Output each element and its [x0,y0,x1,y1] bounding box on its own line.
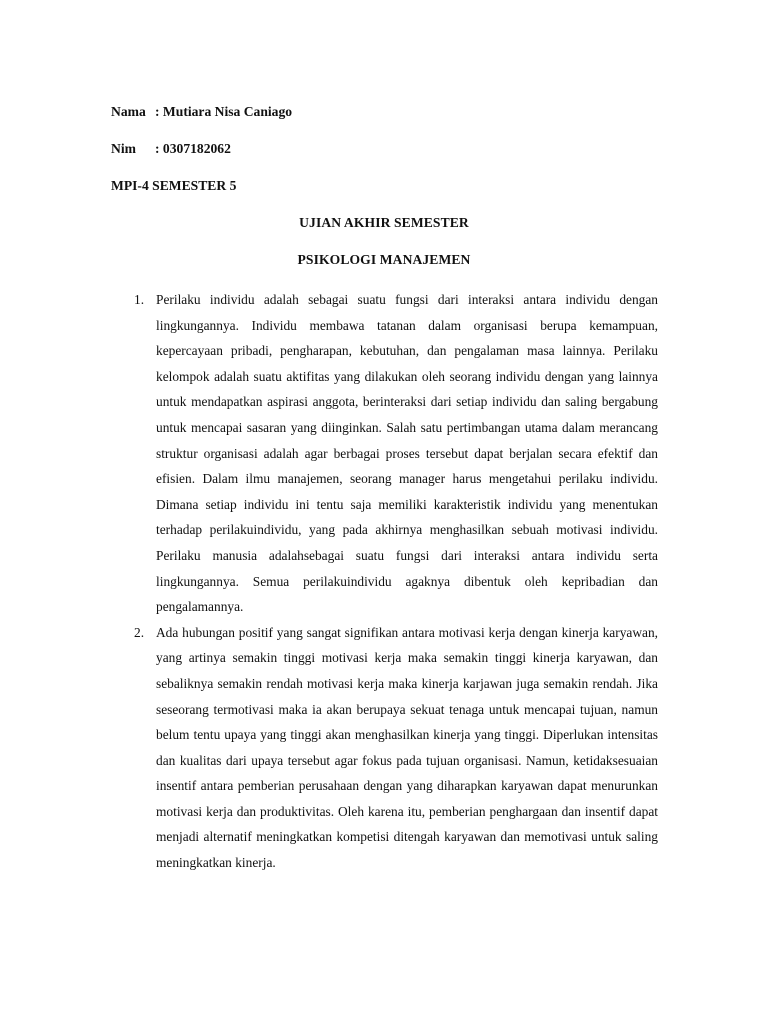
class-line: MPI-4 SEMESTER 5 [111,178,237,193]
nim-label: Nim [111,141,136,156]
item-text: Ada hubungan positif yang sangat signifikan antara motivasi kerja dengan kinerja karyawan, yang artinya semakin tinggi motivasi kerja maka semakin tinggi kinerja karyawan, dan sebaliknya semakin rendah motivasi kerja maka kinerja karjawan juga semakin rendah. Jika seseorang termotivasi maka ia akan berupaya sekuat tenaga untuk mencapai tujuan, namun belum tentu upaya yang tinggi akan menghasilkan kinerja yang tinggi. Diperlukan intensitas dan kualitas dari upaya tersebut agar fokus pada tujuan organisasi. Namun, ketidaksesuaian insentif antara pemberian perusahaan dengan yang diharapkan karyawan dapat menurunkan motivasi kerja dan produktivitas. Oleh karena itu, pemberian penghargaan dan insentif dapat menjadi alternatif meningkatkan kompetisi ditengah karyawan dan memotivasi untuk saling meningkatkan kinerja. [156,624,658,871]
name-line [111,104,292,120]
answer-list [134,287,658,876]
item-number: 1. [134,292,145,307]
item-text: Perilaku individu adalah sebagai suatu fungsi dari interaksi antara individu dengan lingkungannya. Individu membawa tatanan dalam organisasi berupa kemampuan, kepercayaan pribadi, pengharapan, kebutuhan, dan pengalaman masa lainnya. Perilaku kelompok adalah suatu aktifitas yang dilakukan oleh seorang individu dengan yang lainnya untuk mendapatkan aspirasi anggota, berinteraksi dari setiap individu dan saling bergabung untuk mencapai sasaran yang diinginkan. Salah satu pertimbangan utama dalam merancang struktur organisasi adalah agar berbagai proses tersebut dapat berjalan secara efektif dan efisien. Dalam ilmu manajemen, seorang manager harus mengetahui perilaku individu. Dimana setiap individu ini tentu saja memiliki karakteristik individu yang menentukan terhadap perilakuindividu, yang pada akhirnya menghasilkan sebuah motivasi individu. Perilaku manusia adalahsebagai suatu fungsi dari interaksi antara individu serta lingkungannya. Semua perilakuindividu agaknya dibentuk oleh kepribadian dan pengalamannya. [156,292,658,615]
name-value: : Mutiara Nisa Caniago [155,104,293,119]
nim-value: : 0307182062 [155,141,231,156]
item-number: 2. [134,624,145,640]
subject-title: PSIKOLOGI MANAJEMEN [297,252,471,267]
name-label: Nama [111,104,146,119]
nim-line [111,141,231,157]
list-item [134,620,658,876]
list-item [134,287,658,620]
exam-title: UJIAN AKHIR SEMESTER [299,215,469,230]
